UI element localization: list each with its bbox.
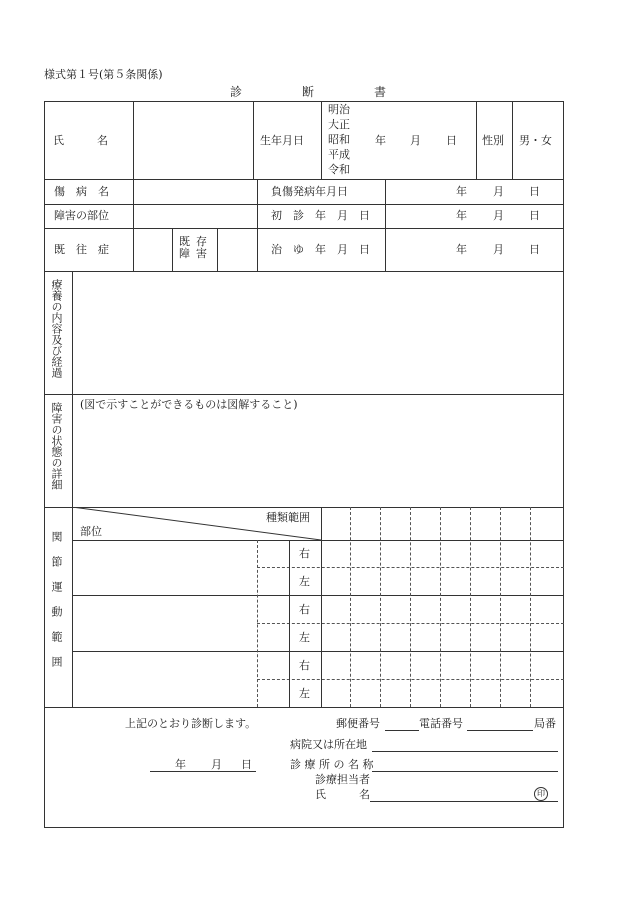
address-field[interactable] (372, 751, 558, 752)
bureau-label: 局番 (534, 717, 556, 730)
first-visit-year-unit: 年 (456, 209, 467, 222)
name-field[interactable] (136, 104, 250, 176)
first-visit-month-unit: 月 (493, 209, 504, 222)
footer-day-unit: 日 (241, 758, 252, 771)
joint-part-field-1[interactable] (76, 543, 254, 593)
seal-mark: 印 (534, 787, 548, 801)
joint-part-label: 部位 (80, 525, 102, 538)
injury-date-label: 負傷発病年月日 (271, 185, 348, 198)
sex-label: 性別 (482, 134, 504, 147)
footer-year-unit: 年 (175, 758, 186, 771)
phone-field[interactable] (467, 730, 533, 731)
era-meiji[interactable]: 明治 (328, 103, 350, 116)
injury-day-unit: 日 (529, 185, 540, 198)
injury-part-label: 障害の部位 (54, 209, 109, 222)
disability-detail-field[interactable] (76, 414, 560, 504)
dob-label: 生年月日 (260, 134, 304, 147)
cure-month-unit: 月 (493, 243, 504, 256)
first-visit-label: 初 診 年 月 日 (271, 209, 370, 222)
address-label: 病院又は所在地 (290, 738, 367, 751)
clinic-name-label: 診 療 所 の 名 称 (290, 758, 374, 771)
footer-date-line[interactable] (150, 771, 256, 772)
injury-year-unit: 年 (456, 185, 467, 198)
footer-month-unit: 月 (211, 758, 222, 771)
form-number: 様式第１号(第５条関係) (44, 68, 163, 81)
treatment-label: 療養の内容及び経過 (50, 279, 63, 378)
signer-name-label: 氏 名 (315, 788, 370, 801)
cure-year-unit: 年 (456, 243, 467, 256)
history-field[interactable] (136, 230, 170, 269)
joint-part-field-2[interactable] (76, 598, 254, 648)
side-right-3: 右 (299, 659, 310, 672)
form-title: 診 断 書 (230, 85, 387, 99)
existing-disability-field[interactable] (219, 230, 255, 269)
joint-type-range-label: 種類範囲 (266, 511, 310, 524)
existing-disability-label: 既存障害 (179, 235, 213, 260)
disability-note: (図で示すことができるものは図解すること) (80, 398, 298, 411)
statement: 上記のとおり診断します。 (125, 717, 257, 730)
treatment-field[interactable] (76, 274, 560, 392)
history-label: 既 往 症 (54, 243, 109, 256)
cure-day-unit: 日 (529, 243, 540, 256)
side-right-1: 右 (299, 547, 310, 560)
injury-part-field[interactable] (136, 206, 254, 226)
injury-name-field[interactable] (136, 181, 254, 202)
clinic-name-field[interactable] (372, 771, 558, 772)
era-taisho[interactable]: 大正 (328, 118, 350, 131)
first-visit-day-unit: 日 (529, 209, 540, 222)
side-left-1: 左 (299, 575, 310, 588)
postal-field[interactable] (385, 730, 419, 731)
injury-month-unit: 月 (493, 185, 504, 198)
side-left-3: 左 (299, 687, 310, 700)
era-reiwa[interactable]: 令和 (328, 163, 350, 176)
era-showa[interactable]: 昭和 (328, 133, 350, 146)
signer-name-field[interactable] (370, 801, 558, 802)
dob-year-unit: 年 (375, 134, 386, 147)
disability-detail-label: 障害の状態の詳細 (50, 402, 63, 490)
side-left-2: 左 (299, 631, 310, 644)
doctor-label: 診療担当者 (315, 773, 370, 786)
joint-part-field-3[interactable] (76, 654, 254, 704)
era-heisei[interactable]: 平成 (328, 148, 350, 161)
phone-label: 電話番号 (419, 717, 463, 730)
name-label: 氏 名 (53, 134, 108, 147)
joint-range-label: 関節運動範囲 (50, 531, 63, 681)
sex-options[interactable]: 男・女 (519, 134, 552, 147)
injury-name-label: 傷 病 名 (54, 185, 109, 198)
postal-label: 郵便番号 (336, 717, 380, 730)
side-right-2: 右 (299, 603, 310, 616)
cure-date-label: 治 ゆ 年 月 日 (271, 243, 370, 256)
dob-month-unit: 月 (410, 134, 421, 147)
dob-day-unit: 日 (446, 134, 457, 147)
